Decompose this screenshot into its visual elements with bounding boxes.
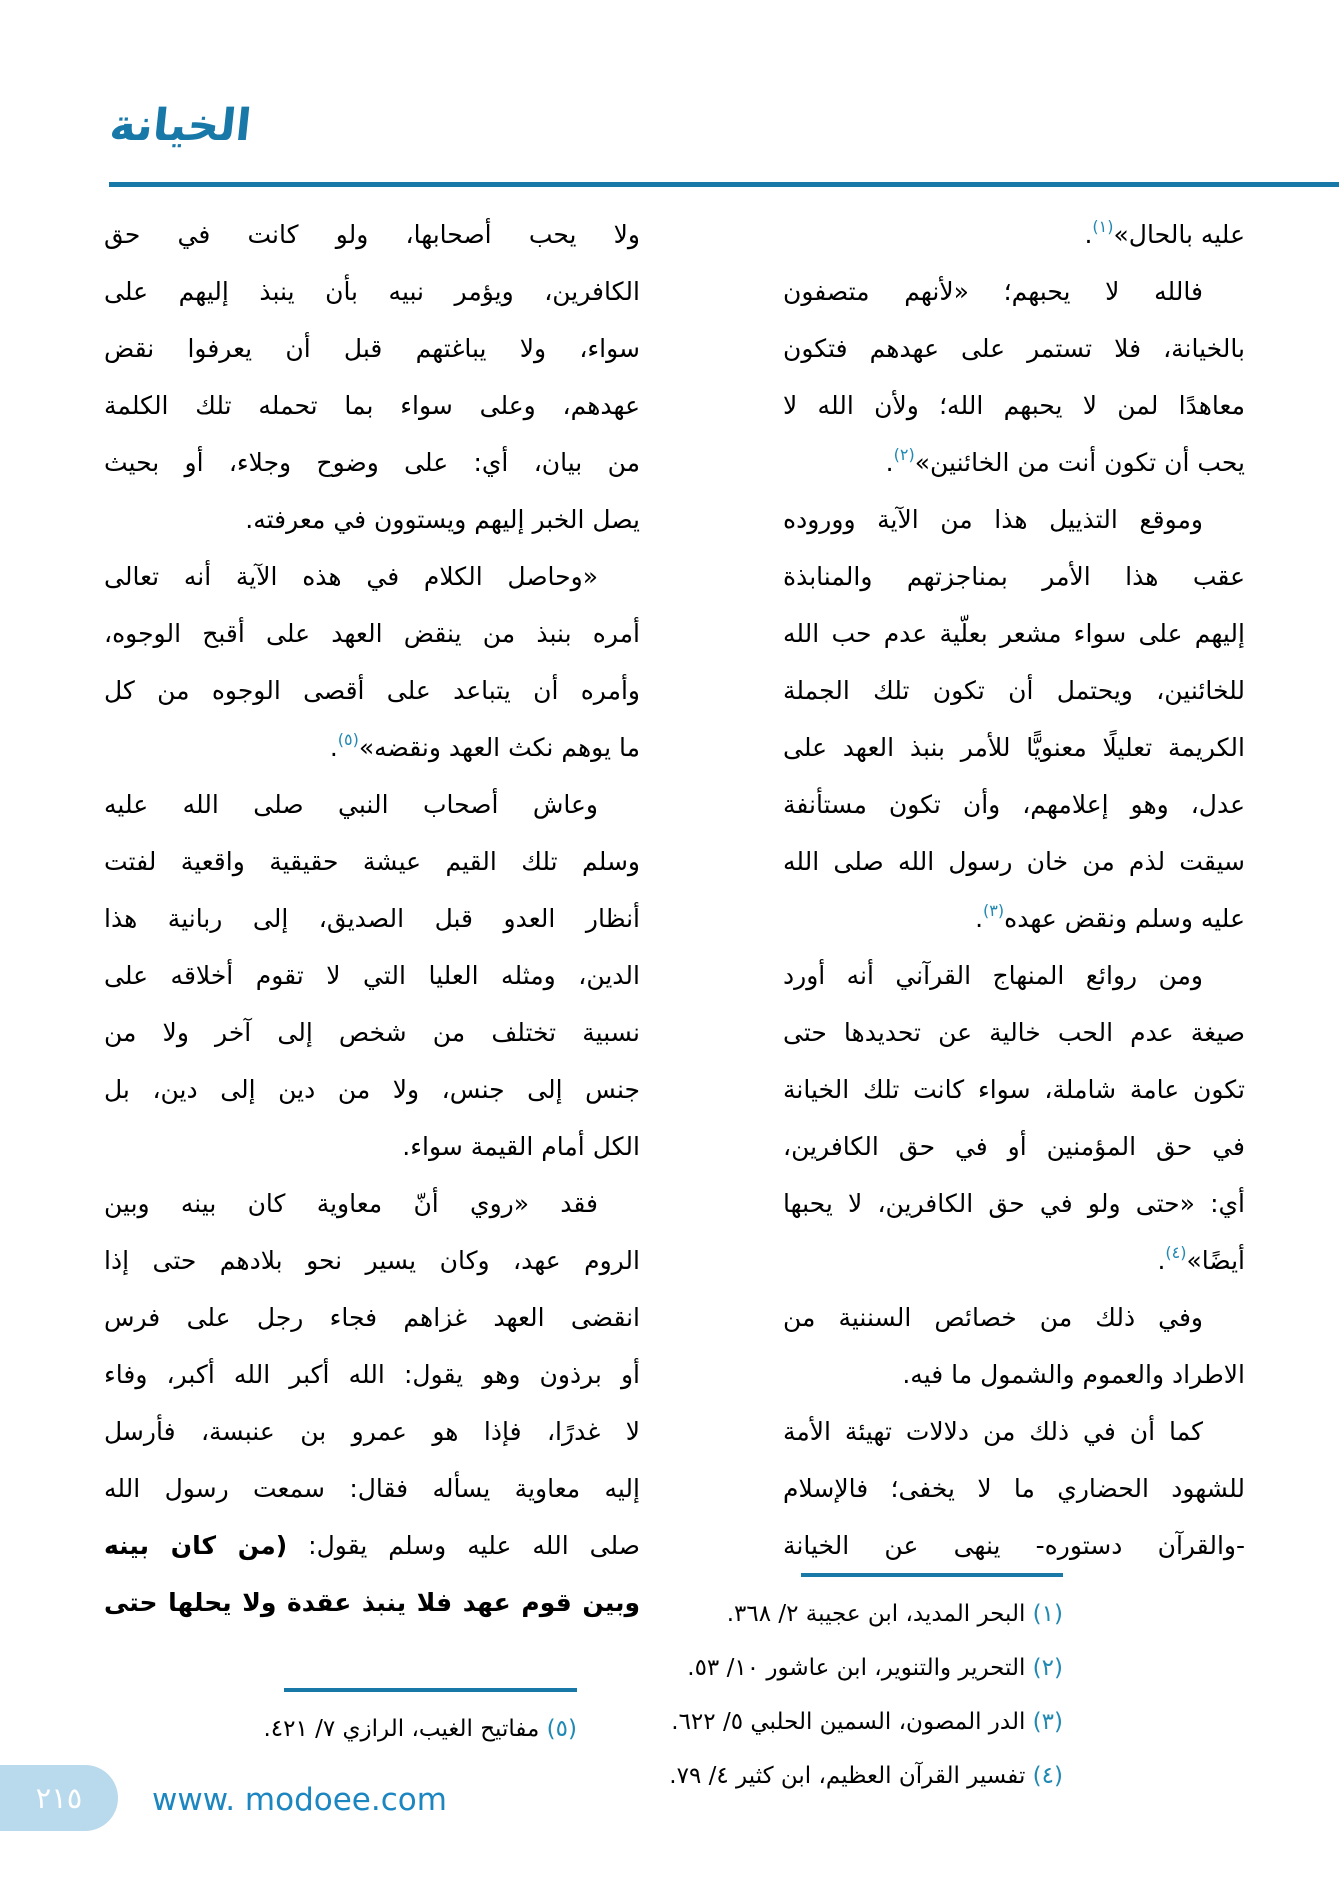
body-text: الكريمة تعليلًا معنويًّا للأمر بنبذ العهد على [783,733,1245,762]
footnotes-block-left [157,1688,577,1756]
text-line [783,890,1245,947]
text-line [783,947,1245,1004]
body-text: أي: «حتى ولو في حق الكافرين، لا يحبها [783,1189,1245,1218]
footnote-number: (٤) [1032,1763,1063,1789]
body-text: معاهدًا لمن لا يحبهم الله؛ ولأن الله لا [783,391,1245,420]
footnote-number: (٥) [546,1716,577,1742]
text-line [783,1175,1245,1232]
footnotes-block-right [643,1573,1063,1803]
text-line [104,1346,640,1403]
hadith-bold-text: (من كان بينه [104,1531,288,1560]
text-line [783,1403,1245,1460]
body-text: فالله لا يحبهم؛ «لأنهم متصفون [783,277,1203,306]
body-text: وأمره أن يتباعد على أقصى الوجوه من كل [104,676,640,705]
footnote-marker: (١) [1092,217,1114,236]
body-text: الدين، ومثله العليا التي لا تقوم أخلاقه على [104,961,640,990]
page-number-tab [0,1765,118,1831]
text-line [783,1289,1245,1346]
footnote [643,1695,1063,1749]
text-line [783,719,1245,776]
body-text: أمره بنبذ من ينقض العهد على أقبح الوجوه، [104,619,640,648]
body-text: . [975,904,984,933]
body-text: إليهم على سواء مشعر بعلّية عدم حب الله [783,619,1245,648]
body-text: عدل، وهو إعلامهم، وأن تكون مستأنفة [783,790,1245,819]
body-text: سيقت لذم من خان رسول الله صلى الله [783,847,1245,876]
footnote [643,1749,1063,1803]
body-text: -والقرآن دستوره- ينهى عن الخيانة [783,1531,1245,1560]
body-text: جنس إلى جنس، ولا من دين إلى دين، بل [104,1075,640,1104]
body-text: صلى الله عليه وسلم يقول: [287,1531,640,1560]
text-line [783,491,1245,548]
body-text: يحب أن تكون أنت من الخائنين» [914,448,1245,477]
text-line [783,605,1245,662]
text-line [104,206,640,263]
text-line [104,1289,640,1346]
text-line [783,1004,1245,1061]
text-line [104,320,640,377]
footnote-number: (٢) [1032,1655,1063,1681]
footnote-text: تفسير القرآن العظيم، ابن كثير ٤/ ٧٩. [669,1763,1033,1789]
text-line [783,548,1245,605]
body-text: الكل أمام القيمة سواء. [402,1132,640,1161]
text-line [783,833,1245,890]
text-line [783,1517,1245,1574]
body-text: وموقع التذييل هذا من الآية ووروده [783,505,1203,534]
body-text: أيضًا» [1186,1246,1245,1275]
text-line [783,1061,1245,1118]
text-line [783,1460,1245,1517]
body-text: ولا يحب أصحابها، ولو كانت في حق [104,220,640,249]
body-text: تكون عامة شاملة، سواء كانت تلك الخيانة [783,1075,1245,1104]
footnote [643,1587,1063,1641]
body-text: عقب هذا الأمر بمناجزتهم والمنابذة [783,562,1245,591]
text-line [104,1061,640,1118]
body-text: ما يوهم نكث العهد ونقضه» [358,733,640,762]
body-text: الاطراد والعموم والشمول ما فيه. [902,1360,1245,1389]
footnote-separator [801,1573,1063,1577]
body-text: كما أن في ذلك من دلالات تهيئة الأمة [783,1417,1203,1446]
footnote-marker: (٤) [1165,1243,1187,1262]
body-text: أو برذون وهو يقول: الله أكبر الله أكبر، وفاء [104,1360,640,1389]
body-text: إليه معاوية يسأله فقال: سمعت رسول الله [104,1474,640,1503]
text-line [104,263,640,320]
text-line [104,947,640,1004]
body-text: من بيان، أي: على وضوح وجلاء، أو بحيث [104,448,640,477]
text-line [104,377,640,434]
footnote-text: الدر المصون، السمين الحلبي ٥/ ٦٢٢. [671,1709,1033,1735]
text-line [783,1232,1245,1289]
body-text: نسبية تختلف من شخص إلى آخر ولا من [104,1018,640,1047]
text-line [104,1232,640,1289]
body-text: . [1084,220,1093,249]
chapter-title-calligraphy: الخيانة [107,100,254,151]
body-text: يصل الخبر إليهم ويستوون في معرفته. [245,505,640,534]
text-line [783,206,1245,263]
body-text: فقد «روي أنّ معاوية كان بينه وبين [104,1189,598,1218]
body-text: صيغة عدم الحب خالية عن تحديدها حتى [783,1018,1245,1047]
body-text: وسلم تلك القيم عيشة حقيقية واقعية لفتت [104,847,640,876]
footnote-marker: (٢) [893,445,915,464]
text-line [104,434,640,491]
body-text: «وحاصل الكلام في هذه الآية أنه تعالى [104,562,598,591]
page-number: ٢١٥ [35,1781,83,1815]
text-line [104,548,640,605]
footnote [157,1702,577,1756]
body-text: عهدهم، وعلى سواء بما تحمله تلك الكلمة [104,391,640,420]
text-line [783,377,1245,434]
text-line [104,491,640,548]
text-line [104,776,640,833]
text-line [104,1004,640,1061]
text-line [783,320,1245,377]
footnote [643,1641,1063,1695]
body-text: . [1157,1246,1166,1275]
footnote-text: البحر المديد، ابن عجيبة ٢/ ٣٦٨. [726,1601,1033,1627]
footnote-text: التحرير والتنوير، ابن عاشور ١٠/ ٥٣. [687,1655,1033,1681]
text-line [104,719,640,776]
text-line [783,1118,1245,1175]
text-column-left [104,206,640,1631]
body-text: الكافرين، ويؤمر نبيه بأن ينبذ إليهم على [104,277,640,306]
body-text: الروم عهد، وكان يسير نحو بلادهم حتى إذا [104,1246,640,1275]
text-column-right [783,206,1245,1574]
body-text: عليه بالحال» [1113,220,1245,249]
body-text: ومن روائع المنهاج القرآني أنه أورد [783,961,1203,990]
text-line [104,1517,640,1574]
footnote-text: مفاتيح الغيب، الرازي ٧/ ٤٢١. [263,1716,547,1742]
footnote-number: (١) [1032,1601,1063,1627]
text-line [104,605,640,662]
hadith-bold-text: وبين قوم عهد فلا ينبذ عقدة ولا يحلها حتى [104,1588,640,1617]
body-text: للشهود الحضاري ما لا يخفى؛ فالإسلام [783,1474,1245,1503]
body-text: عليه وسلم ونقض عهده [1004,904,1245,933]
text-line [104,1175,640,1232]
text-line [104,1118,640,1175]
body-text: . [885,448,894,477]
body-text: وفي ذلك من خصائص السننية من [783,1303,1203,1332]
footnote-marker: (٣) [983,901,1005,920]
body-text: في حق المؤمنين أو في حق الكافرين، [783,1132,1245,1161]
header-rule [109,182,1339,187]
body-text: وعاش أصحاب النبي صلى الله عليه [104,790,598,819]
text-line [783,1346,1245,1403]
footnote-number: (٣) [1032,1709,1063,1735]
website-url: www. modoee.com [152,1782,447,1818]
body-text: سواء، ولا يباغتهم قبل أن يعرفوا نقض [104,334,640,363]
text-line [104,1403,640,1460]
body-text: لا غدرًا، فإذا هو عمرو بن عنبسة، فأرسل [104,1417,640,1446]
text-line [104,1574,640,1631]
text-line [783,662,1245,719]
text-line [783,776,1245,833]
footnote-separator [284,1688,577,1692]
body-text: للخائنين، ويحتمل أن تكون تلك الجملة [783,676,1245,705]
text-line [104,1460,640,1517]
text-line [104,833,640,890]
body-text: انقضى العهد غزاهم فجاء رجل على فرس [104,1303,640,1332]
body-text: . [329,733,338,762]
body-text: أنظار العدو قبل الصديق، إلى ربانية هذا [104,904,640,933]
body-text: بالخيانة، فلا تستمر على عهدهم فتكون [783,334,1245,363]
text-line [104,890,640,947]
text-line [104,662,640,719]
text-line [783,434,1245,491]
footnote-marker: (٥) [337,730,359,749]
text-line [783,263,1245,320]
